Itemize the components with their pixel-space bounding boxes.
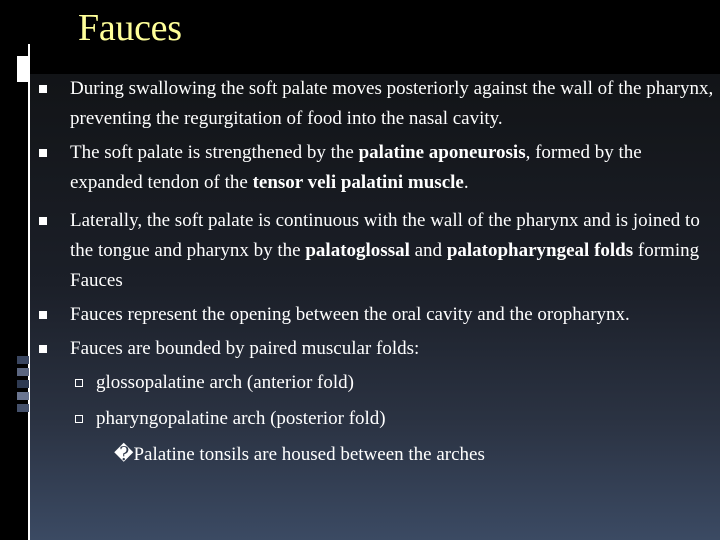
bullet-text bbox=[70, 78, 713, 129]
text-run: Fauces represent the opening between the oral cavity and the oropharynx. bbox=[70, 304, 630, 325]
text-run: Fauces are bounded by paired muscular folds: bbox=[70, 338, 420, 359]
text-run: Laterally, the soft palate is continuous with the wall of the pharynx and is joined to the tongue and pharynx by the bbox=[70, 210, 700, 261]
text-run: The soft palate is strengthened by the bbox=[70, 142, 359, 163]
bullet-item bbox=[34, 138, 714, 198]
bullet-item bbox=[34, 206, 714, 296]
bullet-list bbox=[34, 74, 714, 474]
strip-segment bbox=[17, 404, 29, 412]
left-vertical-rule bbox=[28, 44, 30, 540]
strip-segment bbox=[17, 392, 29, 400]
bullet-item bbox=[34, 74, 714, 134]
tonsils-note: �Palatine tonsils are housed between the arches bbox=[114, 444, 485, 465]
title-accent-block bbox=[17, 56, 29, 82]
square-bullet-icon bbox=[39, 311, 47, 319]
text-run: . bbox=[463, 172, 469, 193]
square-bullet-icon bbox=[39, 85, 47, 93]
text-run: , formed by the expanded tendon of the bbox=[70, 142, 642, 193]
hollow-square-bullet-icon bbox=[75, 415, 83, 423]
square-bullet-icon bbox=[39, 345, 47, 353]
text-run: During swallowing the soft palate moves posteriorly against the wall of the pharynx, preventing the regurgitation of food into the nasal cavity. bbox=[70, 78, 714, 129]
bold-term: palatopharyngeal folds bbox=[446, 240, 634, 261]
text-run: forming Fauces bbox=[70, 240, 700, 291]
bold-term: palatine aponeurosis bbox=[358, 142, 526, 163]
sub-bullet-list bbox=[70, 368, 714, 434]
square-bullet-icon bbox=[39, 217, 47, 225]
sub-bullet-item bbox=[70, 368, 714, 398]
bold-term: palatoglossal bbox=[305, 240, 410, 261]
sub-bullet-item bbox=[70, 404, 714, 434]
bullet-item bbox=[34, 334, 714, 470]
bold-term: tensor veli palatini muscle bbox=[252, 172, 464, 193]
decorative-color-strip bbox=[17, 356, 29, 416]
bullet-text bbox=[70, 338, 419, 359]
strip-segment bbox=[17, 368, 29, 376]
sub-bullet-text: pharyngopalatine arch (posterior fold) bbox=[96, 408, 386, 429]
bullet-text bbox=[70, 304, 630, 325]
bullet-text bbox=[70, 210, 700, 291]
strip-segment bbox=[17, 380, 29, 388]
hollow-square-bullet-icon bbox=[75, 379, 83, 387]
square-bullet-icon bbox=[39, 149, 47, 157]
slide-title: Fauces bbox=[78, 7, 182, 49]
strip-segment bbox=[17, 356, 29, 364]
bullet-text bbox=[70, 142, 642, 193]
bullet-item bbox=[34, 300, 714, 330]
text-run: and bbox=[409, 240, 447, 261]
sub-bullet-text: glossopalatine arch (anterior fold) bbox=[96, 372, 354, 393]
